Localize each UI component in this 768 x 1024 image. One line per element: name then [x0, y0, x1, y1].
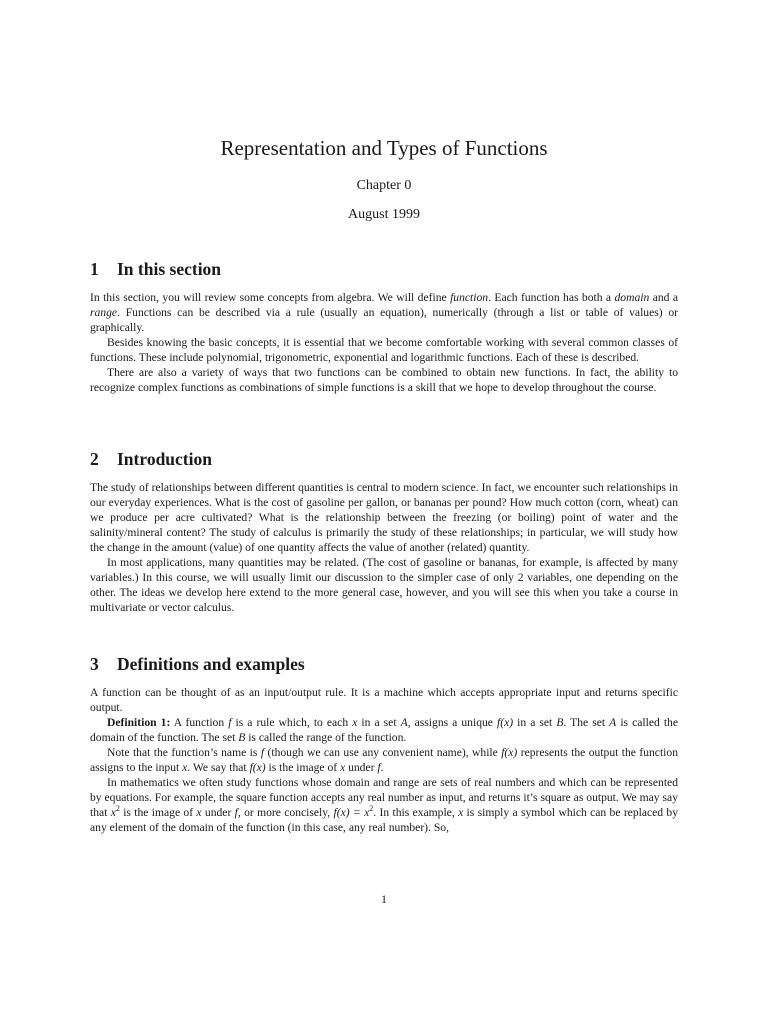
paragraph [90, 775, 678, 835]
definition-paragraph [90, 715, 678, 745]
math-expr: f(x) [501, 746, 518, 759]
paragraph: A function can be thought of as an input/output rule. It is a machine which accepts appropriate input and returns specific output. [90, 686, 678, 714]
math-exponent: 2 [115, 804, 120, 814]
math-var: B [238, 731, 246, 744]
math-var: x [110, 806, 116, 819]
text-run: is called the range of the function. [245, 731, 407, 744]
text-run: (though we can use any convenient name), while [264, 746, 502, 759]
text-run: under [345, 761, 378, 774]
definition-label: Definition 1: [107, 716, 171, 729]
section-introduction [90, 448, 678, 615]
text-run: in a set [357, 716, 401, 729]
term-function: function [450, 291, 489, 304]
term-range: range [90, 306, 118, 319]
document-date: August 1999 [348, 207, 420, 222]
text-run: . In this example, [373, 806, 459, 819]
math-var: x [352, 716, 358, 729]
chapter-label: Chapter 0 [356, 178, 412, 193]
text-run: In mathematics we often study functions whose domain and range are sets of real numbers and which can be represented by equations. For example, the square function accepts any real number as input, and returns it’s square as output. We may say that [90, 776, 678, 819]
paragraph: There are also a variety of ways that two functions can be combined to obtain new functions. In fact, the ability to recognize complex functions as combinations of simple functions is a skill that we hope to develop throughout the course. [90, 366, 678, 394]
section-heading [90, 448, 678, 470]
text-run: A function [170, 716, 229, 729]
text-run: represents the output the function assigns to the input [90, 746, 678, 774]
section-title: Definitions and examples [117, 654, 305, 674]
text-run: in a set [513, 716, 557, 729]
math-exponent: 2 [369, 804, 374, 814]
text-run: , or more concisely, [237, 806, 334, 819]
document-title: Representation and Types of Functions [220, 136, 548, 160]
math-var: x [196, 806, 202, 819]
section-heading [90, 653, 678, 675]
paragraph: Besides knowing the basic concepts, it is essential that we become comfortable working with several common classes of functions. These include polynomial, trigonometric, exponential and logarithmic functions. Each of these is described. [90, 336, 678, 364]
section-in-this-section [90, 258, 678, 395]
section-number: 1 [90, 259, 99, 279]
math-var: A [609, 716, 617, 729]
math-expr: f(x) [496, 716, 514, 729]
math-equation: f(x) = x [333, 806, 370, 819]
text-run: . The set [563, 716, 610, 729]
math-var: f [234, 806, 238, 819]
text-run: and a [649, 291, 678, 304]
text-run: under [201, 806, 235, 819]
math-var: f [260, 746, 265, 759]
text-run: is simply a symbol which can be replaced by any element of the domain of the function (in this case, any real number). So, [90, 806, 679, 834]
section-definitions-and-examples [90, 653, 678, 835]
page-number: 1 [381, 892, 387, 906]
section-title: In this section [117, 259, 222, 279]
paragraph [90, 290, 678, 335]
math-var: x [458, 806, 464, 819]
math-expr: f(x) [249, 761, 266, 774]
text-run: . Each function has both a [488, 291, 615, 304]
math-var: f [377, 761, 381, 774]
text-run: . Functions can be described via a rule (usually an equation), numerically (through a list or table of values) or graphically. [90, 306, 678, 334]
math-var: A [400, 716, 408, 729]
section-title: Introduction [117, 449, 212, 469]
section-heading [90, 258, 678, 280]
math-var: x [182, 761, 188, 774]
math-var: x [340, 761, 346, 774]
text-run: is the image of [265, 761, 341, 774]
text-run: . [380, 761, 384, 774]
text-run: is the image of [119, 806, 197, 819]
text-run: is a rule which, to each [231, 716, 353, 729]
paragraph: The study of relationships between different quantities is central to modern science. In fact, we encounter such relationships in our everyday experiences. What is the cost of gasoline per gallon, or bananas per pound? How much cotton (corn, wheat) can we produce per acre cultivated? What is the relationship between the freezing (or boiling) point of water and the salinity/mineral content? The study of calculus is primarily the study of these relationships; in particular, we will study how the change in the amount (value) of one quantity affects the value of another (related) quantity. [90, 481, 678, 554]
math-var: B [556, 716, 564, 729]
paragraph [90, 745, 678, 775]
section-number: 3 [90, 654, 99, 674]
text-run: is called the domain of the function. The set [90, 716, 678, 744]
paragraph: In most applications, many quantities may be related. (The cost of gasoline or bananas, for example, is affected by many variables.) In this course, we will usually limit our discussion to the simpler case of only 2 variables, one depending on the other. The ideas we develop here extend to the more general case, however, and you will see this when you take a course in multivariate or vector calculus. [90, 556, 678, 614]
text-run: . We say that [187, 761, 250, 774]
term-domain: domain [614, 291, 650, 304]
text-run: , assigns a unique [407, 716, 497, 729]
text-run: In this section, you will review some concepts from algebra. We will define [90, 291, 451, 304]
section-number: 2 [90, 449, 99, 469]
math-var: f [228, 716, 232, 729]
text-run: Note that the function’s name is [107, 746, 261, 759]
